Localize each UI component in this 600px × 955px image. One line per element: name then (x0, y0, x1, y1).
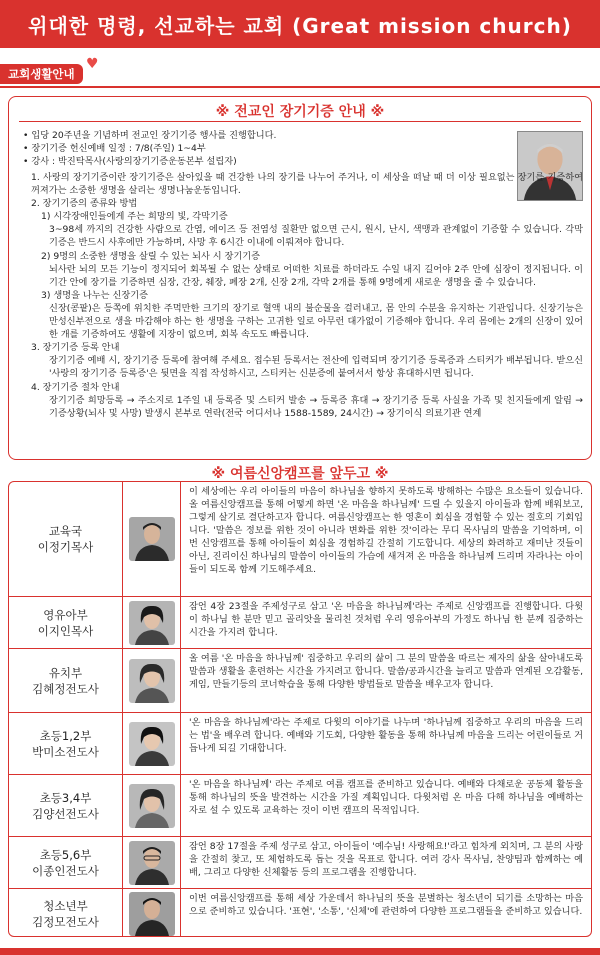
organ-donation-title: ※ 전교인 장기기증 안내 ※ (215, 104, 385, 120)
organ-paragraph: 4. 장기기증 절차 안내 (31, 381, 120, 393)
photo-cell (123, 713, 181, 774)
person-portrait-icon (129, 601, 175, 645)
dept-name: 초등5,6부 (39, 847, 92, 862)
organ-paragraph: 3. 장기기증 등록 안내 (31, 342, 120, 354)
person-name: 이정기목사 (37, 540, 94, 554)
organ-paragraph: 2. 장기기증의 종류와 방법 (31, 198, 138, 210)
organ-paragraph: 2) 9명의 소중한 생명을 살릴 수 있는 뇌사 시 장기기증 (41, 250, 261, 262)
dept-name: 교육국 (48, 524, 83, 538)
person-name: 이종인전도사 (32, 863, 99, 878)
summer-camp-table (8, 481, 592, 937)
organ-paragraph: 장기기증 희망등록 → 주소지로 1주일 내 등록증 및 스티커 발송 → 등록증 휴대 → 장기기증 등록 사실을 가족 및 친지들에게 알림 → 기증상황(뇌사 및 사망) 발생시 본부로 연락(전국 어디서나 1588-1589, 24시간) → 장기이식 의료기관 연계 (49, 394, 583, 419)
person-photo (129, 841, 175, 885)
description-cell: '온 마음을 하나님께' 라는 주제로 여름 캠프를 준비하고 있습니다. 예배와 다채로운 공동체 활동을 통해 하나님의 뜻을 발견하는 시간을 가질 계획입니다. 다윗처럼 온 마음 다해 하나님을 예배하는 자로 설 수 있도록 교육하는 것이 이번 캠프의 목적입니다. (189, 779, 583, 816)
dept-cell (9, 597, 123, 648)
organ-intro (23, 129, 513, 169)
organ-paragraph: 3~98세 까지의 건강한 사람으로 간염, 에이즈 등 전염성 질환만 없으면 근시, 원시, 난시, 색맹과 관계없이 기증할 수 있습니다. 각막기증은 반드시 사후에만 가능하며, 사망 후 6시간 이내에 이뤄져야 합니다. (49, 224, 583, 249)
photo-cell (123, 775, 181, 836)
section-label: 교회생활안내 (8, 67, 75, 81)
description-cell: 올 여름 '온 마음을 하나님께' 집중하고 우리의 삶이 그 분의 말씀을 따르는 제자의 삶을 살아내도록 말씀과 생활을 훈련하는 시간을 가지려고 합니다. 말씀/공과시간을 늘리고 말씀과 연계된 오감활동, 게임, 만들기등의 코너학습을 통해 다양한 방법들로 말씀을 배우고자 합니다. (189, 653, 583, 690)
photo-cell (123, 649, 181, 712)
person-name: 김정모전도사 (32, 914, 99, 929)
header-banner (0, 0, 600, 48)
section-divider (0, 86, 600, 88)
person-photo (129, 722, 175, 766)
dept-cell (9, 649, 123, 712)
section-tab (0, 64, 83, 84)
person-photo (129, 784, 175, 828)
intro-line: • 입당 20주년을 기념하며 전교인 장기기증 행사를 진행합니다. (23, 130, 277, 141)
description-cell: 잠언 8장 17절을 주제 성구로 삼고, 아이들이 '예수님! 사랑해요!'라고 힘차게 외치며, 그 분의 사랑을 간절히 찾고, 또 체험하도록 돕는 것을 목표로 합니다. 여러 강사 목사님, 찬양팀과 함께하는 예배, 그리고 다양한 신체활동 등의 프로그램을 진행합니다. (189, 841, 583, 878)
person-portrait-icon (129, 517, 175, 561)
dept-name: 초등1,2부 (39, 728, 92, 743)
person-photo (129, 892, 175, 936)
table-row (9, 774, 591, 836)
person-name: 박미소전도사 (32, 744, 99, 759)
dept-cell (9, 775, 123, 836)
organ-body (23, 171, 583, 420)
person-portrait-icon (129, 659, 175, 703)
footer-bar (0, 948, 600, 955)
person-name: 김혜정전도사 (32, 681, 99, 696)
banner-title: 위대한 명령, 선교하는 교회 (Great mission church) (28, 13, 572, 38)
person-name: 이지인목사 (37, 623, 94, 638)
person-portrait-icon (129, 892, 175, 936)
table-row (9, 712, 591, 774)
table-row (9, 836, 591, 888)
organ-paragraph: 장기기증 예배 시, 장기기증 등록에 참여해 주세요. 접수된 등록서는 전산에 입력되며 장기기증 등록증과 스티커가 배부됩니다. 받으신 '사랑의 장기기증 등록증'은 뒷면을 직접 작성하시고, 스티커는 신분증에 붙여서서 항상 휴대하시면 됩니다. (49, 355, 583, 380)
person-portrait-icon (129, 841, 175, 885)
dept-name: 초등3,4부 (39, 790, 92, 805)
description-cell: 잠언 4장 23절을 주제성구로 삼고 '온 마음을 하나님께'라는 주제로 신앙캠프를 진행합니다. 다윗이 하나님 한 분만 믿고 골리앗을 물리친 것처럼 우리 영유아부의 가정도 하나님 한 분께 집중하는 시간을 가지려 합니다. (189, 601, 583, 638)
organ-paragraph: 1. 사랑의 장기기증이란 장기기증은 살아있을 때 건강한 나의 장기를 나누어 주거나, 이 세상을 떠날 때 더 이상 필요없는 장기를 기증하여 꺼져가는 소중한 생명을 살리는 생명나눔운동입니다. (31, 172, 583, 197)
organ-paragraph: 뇌사란 뇌의 모든 기능이 정지되어 회복될 수 없는 상태로 어떠한 치료를 하더라도 수일 내지 길어야 2주 안에 심장이 정지됩니다. 이 기간 안에 장기를 기증하면 심장, 간장, 췌장, 폐장 2개, 신장 2개, 각막 2개를 통해 9명에게 새로운 생명을 줄 수 있습니다. (49, 263, 583, 288)
intro-line: • 강사 : 박진탁목사(사랑의장기기증운동본부 설립자) (23, 156, 237, 168)
description-cell: 이 세상에는 우리 아이들의 마음이 하나님을 향하지 못하도록 방해하는 수많은 요소들이 있습니다. 올 여름신앙캠프를 통해 어떻게 하면 '온 마음을 하나님께' 드릴 수 있을지 아이들과 함께 배워보고, 그렇게 살기로 결단하고자 합니다. 여름신앙캠프는 한 영혼이 회심을 경험할 수 있는 절호의 기회입니다. '말씀은 정보를 위한 것이 아니라 변화를 위한 것'이라는 무디 목사님의 말씀을 기억하며, 이번 신앙캠프를 통해 아이들이 회심을 경험하길 간절히 기도합니다. 세상의 화려하고 재미난 것들이 아닌, 진리이신 하나님의 말씀이 아이들의 가슴에 새겨져 온 마음을 하나님께 드리며 자라나는 아이들이 되도록 함께 기도해주세요. (189, 486, 583, 575)
organ-paragraph: 3) 생명을 나누는 신장기증 (41, 289, 148, 301)
photo-cell (123, 597, 181, 648)
title-divider (19, 121, 581, 122)
photo-cell (123, 889, 181, 937)
dept-cell (9, 713, 123, 774)
dept-cell (9, 837, 123, 888)
table-row (9, 888, 591, 937)
description-cell: 이번 여름신앙캠프를 통해 세상 가운데서 하나님의 뜻을 분별하는 청소년이 되기를 소망하는 마음으로 준비하고 있습니다. '표현', '소통', '신체'에 관련하여 다양한 프로그램들을 준비하고 있습니다. (189, 893, 583, 917)
dept-cell (9, 889, 123, 937)
table-row (9, 596, 591, 648)
organ-donation-box (8, 96, 592, 460)
heart-icon: ♥ (86, 56, 99, 72)
intro-line: • 장기기증 헌신예배 일정 : 7/8(주일) 1~4부 (23, 143, 206, 155)
person-photo (129, 517, 175, 561)
person-portrait-icon (129, 784, 175, 828)
photo-cell (123, 837, 181, 888)
dept-cell (9, 482, 123, 596)
dept-name: 유치부 (48, 665, 83, 680)
photo-cell (123, 482, 181, 596)
person-portrait-icon (129, 722, 175, 766)
table-row (9, 648, 591, 712)
table-row (9, 482, 591, 596)
person-photo (129, 601, 175, 645)
summer-camp-title: ※ 여름신앙캠프를 앞두고 ※ (211, 466, 389, 482)
organ-paragraph: 1) 시각장애인들에게 주는 희망의 빛, 각막기증 (41, 211, 228, 223)
organ-paragraph: 신장(콩팥)은 등쪽에 위치한 주먹만한 크기의 장기로 혈액 내의 불순물을 걸러내고, 몸 안의 수분을 유지하는 기관입니다. 신장기능은 만성신부전으로 생을 마감해야 하는 한 생명을 구하는 고귀한 일로 아무런 대가없이 기증해야 합니다. 우리 몸에는 2개의 신장이 있어 한 개를 기증하여도 생활에 지장이 없으며, 회복 속도도 빠릅니다. (49, 302, 583, 341)
dept-name: 영유아부 (43, 607, 88, 622)
dept-name: 청소년부 (43, 898, 88, 913)
person-photo (129, 659, 175, 703)
description-cell: '온 마음을 하나님께'라는 주제로 다윗의 이야기를 나누며 '하나님께 집중하고 우리의 마음을 드리는 법'을 배우려 합니다. 예배와 기도회, 다양한 활동을 통해 하나님께 마음을 드리는 어린이들로 거듭나게 되길 기대합니다. (189, 717, 583, 754)
person-name: 김양선전도사 (32, 806, 99, 821)
